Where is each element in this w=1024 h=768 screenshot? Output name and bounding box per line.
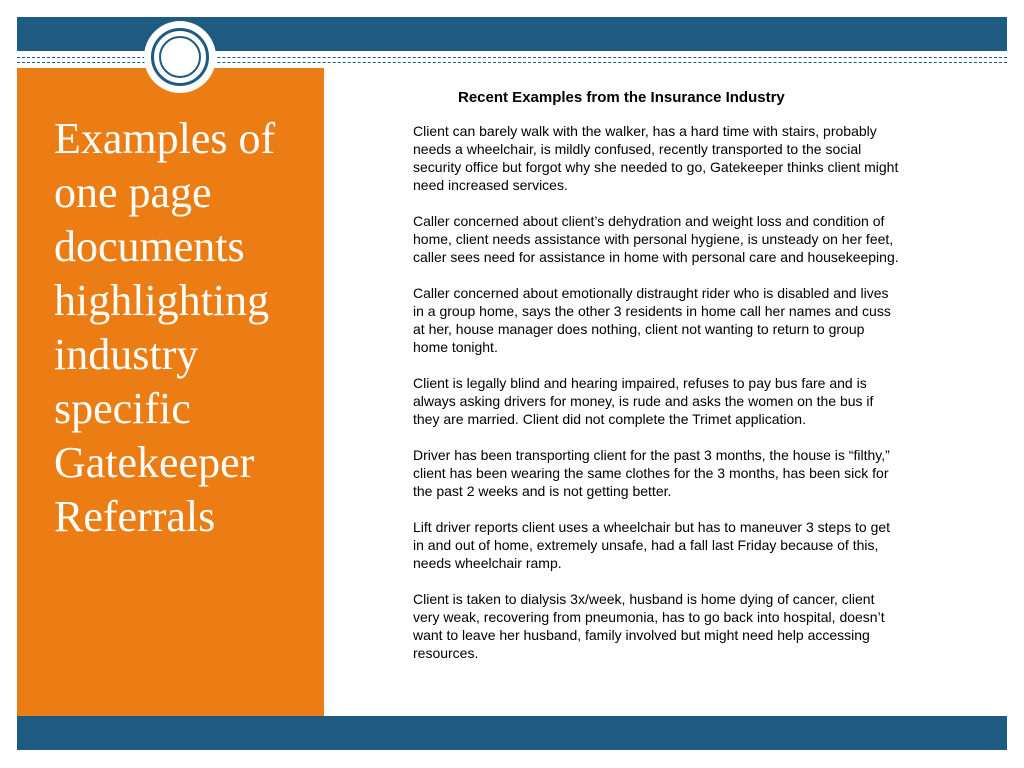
referral-example: Client can barely walk with the walker, has a hard time with stairs, probably needs a wheelchair, is mildly confused, recently transported to the social security office but forgot why she needed to go, Gatekeeper thinks client might need increased services. bbox=[413, 123, 899, 193]
referral-example: Client is legally blind and hearing impaired, refuses to pay bus fare and is always asking drivers for money, is rude and asks the women on the bus if they are married. Client did not complete the Trimet application. bbox=[413, 375, 874, 427]
document-panel bbox=[393, 78, 912, 716]
slide-title: Examples of one page documents highlighting industry specific Gatekeeper Referrals bbox=[54, 114, 276, 541]
referral-example: Lift driver reports client uses a wheelchair but has to maneuver 3 steps to get in and out of home, extremely unsafe, had a fall last Friday because of this, needs wheelchair ramp. bbox=[413, 519, 891, 571]
referral-example: Driver has been transporting client for the past 3 months, the house is “filthy,” client has been wearing the same clothes for the 3 months, has been sick for the past 2 weeks and is not getting better. bbox=[413, 447, 890, 499]
bottom-banner-bar bbox=[17, 716, 1007, 750]
document-heading: Recent Examples from the Insurance Industry bbox=[458, 89, 785, 106]
referral-example: Caller concerned about emotionally distraught rider who is disabled and lives in a group home, says the other 3 residents in home call her names and cuss at her, house manager does nothing, client not wanting to return to group home tonight. bbox=[413, 285, 891, 355]
referral-example: Caller concerned about client’s dehydration and weight loss and condition of home, client needs assistance with personal hygiene, is unsteady on her feet, caller sees need for assistance in home with personal care and housekeeping. bbox=[413, 213, 899, 265]
referral-list bbox=[413, 122, 903, 680]
circle-ornament-ring bbox=[159, 36, 201, 78]
referral-example: Client is taken to dialysis 3x/week, husband is home dying of cancer, client very weak, recovering from pneumonia, has to go back into hospital, doesn’t want to leave her husband, family involved but might need help accessing resources. bbox=[413, 591, 885, 661]
